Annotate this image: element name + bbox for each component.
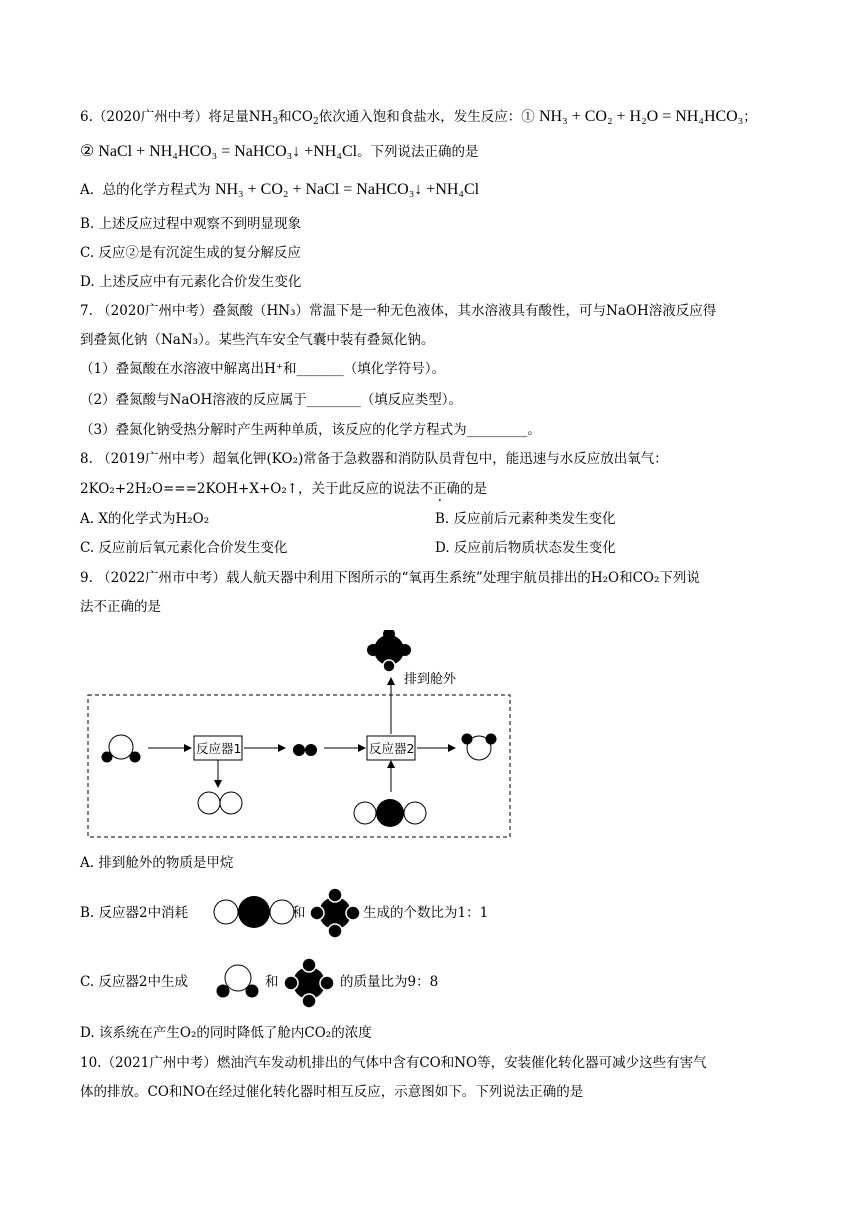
q9-option-b-rest: 生成的个数比为1：1 — [363, 905, 489, 921]
q6-eq1-tail: ； — [743, 109, 757, 125]
q6-option-b: B. 上述反应过程中观察不到明显现象 — [80, 216, 302, 232]
q7-part-2: （2）叠氮酸与NaOH溶液的反应属于________（填反应类型）。 — [80, 392, 463, 408]
q10-line-1: 10.（2021广州中考）燃油汽车发动机排出的气体中含有CO和NO等，安装催化转化器可减少这些有害气 — [80, 1055, 707, 1071]
reactor-2-label: 反应器2 — [369, 741, 415, 756]
q9-option-d: D. 该系统在产生O₂的同时降低了舱内CO₂的浓度 — [80, 1025, 372, 1041]
methane-molecule-icon — [367, 630, 411, 672]
co2-inline-icon — [213, 894, 295, 930]
system-boundary — [88, 695, 510, 837]
q6-option-d: D. 上述反应中有元素化合价发生变化 — [80, 274, 302, 290]
q10-line-2: 体的排放。CO和NO在经过催化转化器时相互反应，示意图如下。下列说法正确的是 — [80, 1084, 584, 1100]
q6-stem-2 — [80, 142, 479, 162]
q8-emphasis: 不正确 — [419, 481, 461, 497]
q6-option-a-equation: NH₃ + CO₂ + NaCl = NaHCO₃↓ +NH₄Cl — [214, 181, 480, 198]
q9-option-c-rest: 的质量比为9：8 — [340, 974, 439, 990]
q9-option-a: A. 排到舱外的物质是甲烷 — [80, 855, 234, 871]
q8-line-1: 8. （2019广州中考）超氧化钾(KO₂)常备于急救器和消防队员背包中，能迅速与水反应放出氧气： — [80, 451, 668, 467]
q7-part-3: （3）叠氮化钠受热分解时产生两种单质，该反应的化学方程式为_________。 — [80, 422, 541, 438]
q9-option-c-and: 和 — [265, 974, 279, 990]
q6-stem-d: 。下列说法正确的是 — [357, 144, 479, 160]
q8-line-2: 2KO₂+2H₂O===2KOH+X+O₂↑，关于此反应的说法不正确的是 — [80, 481, 488, 497]
q7-line-1: 7. （2020广州中考）叠氮酸（HN₃）常温下是一种无色液体，其水溶液具有酸性，可与NaOH溶液反应得 — [80, 303, 717, 319]
q9-option-c: C. 反应器2中生成 — [80, 974, 189, 990]
q6-equation-2: ② NaCl + NH₄HCO₃ = NaHCO₃↓ +NH₄Cl — [80, 143, 358, 160]
q9-option-b: B. 反应器2中消耗 — [80, 905, 189, 921]
q9-line-2: 法不正确的是 — [80, 599, 161, 615]
hydrogen-molecule-icon — [293, 744, 317, 756]
carbon-dioxide-molecule-icon — [354, 799, 426, 827]
q9-line-1: 9. （2022广州市中考）载人航天器中利用下图所示的“氧再生系统”处理宇航员排出的H₂O和CO₂下列说 — [80, 570, 700, 586]
q6-stem: 6.（2020广州中考）将足量$NH_3$和$CO_2$依次通入饱和食盐水，发生反应：① NH₃ + CO₂ + H₂O = NH₄HCO₃； — [80, 108, 757, 127]
oxygen-molecule-icon — [198, 792, 242, 814]
q6-equation-1: NH₃ + CO₂ + H₂O = NH₄HCO₃ — [539, 108, 744, 125]
q6-stem-a: 6.（2020广州中考）将足量NH — [80, 109, 273, 125]
q8-option-a: A. X的化学式为H₂O₂ — [80, 511, 210, 527]
q6-option-c: C. 反应②是有沉淀生成的复分解反应 — [80, 245, 301, 261]
q6-option-a: A. 总的化学方程式为 NH₃ + CO₂ + NaCl = NaHCO₃↓ +NH₄Cl — [80, 181, 480, 198]
q8-option-d: D. 反应前后物质状态发生变化 — [435, 540, 616, 556]
q8-option-c: C. 反应前后氧元素化合价发生变化 — [80, 540, 288, 556]
exhaust-label: 排到舱外 — [404, 672, 457, 687]
water-molecule-icon — [102, 735, 141, 763]
water-product-icon — [462, 734, 497, 761]
reactor-1-label: 反应器1 — [196, 741, 242, 756]
oxygen-regeneration-diagram — [0, 630, 860, 850]
q6-stem-b: 和CO — [278, 109, 313, 125]
water-inline-icon — [214, 962, 260, 1002]
q7-line-2: 到叠氮化钠（NaN₃）。某些汽车安全气囊中装有叠氮化钠。 — [80, 332, 435, 348]
methane-inline-icon — [309, 887, 361, 939]
q8-option-b: B. 反应前后元素种类发生变化 — [435, 511, 616, 527]
q6-stem-c: 依次通入饱和食盐水，发生反应：① — [318, 109, 535, 125]
methane-inline-icon-2 — [283, 957, 335, 1009]
q9-option-b-and: 和 — [292, 905, 306, 921]
q7-part-1: （1）叠氮酸在水溶液中解离出H⁺和_______（填化学符号）。 — [80, 361, 445, 377]
